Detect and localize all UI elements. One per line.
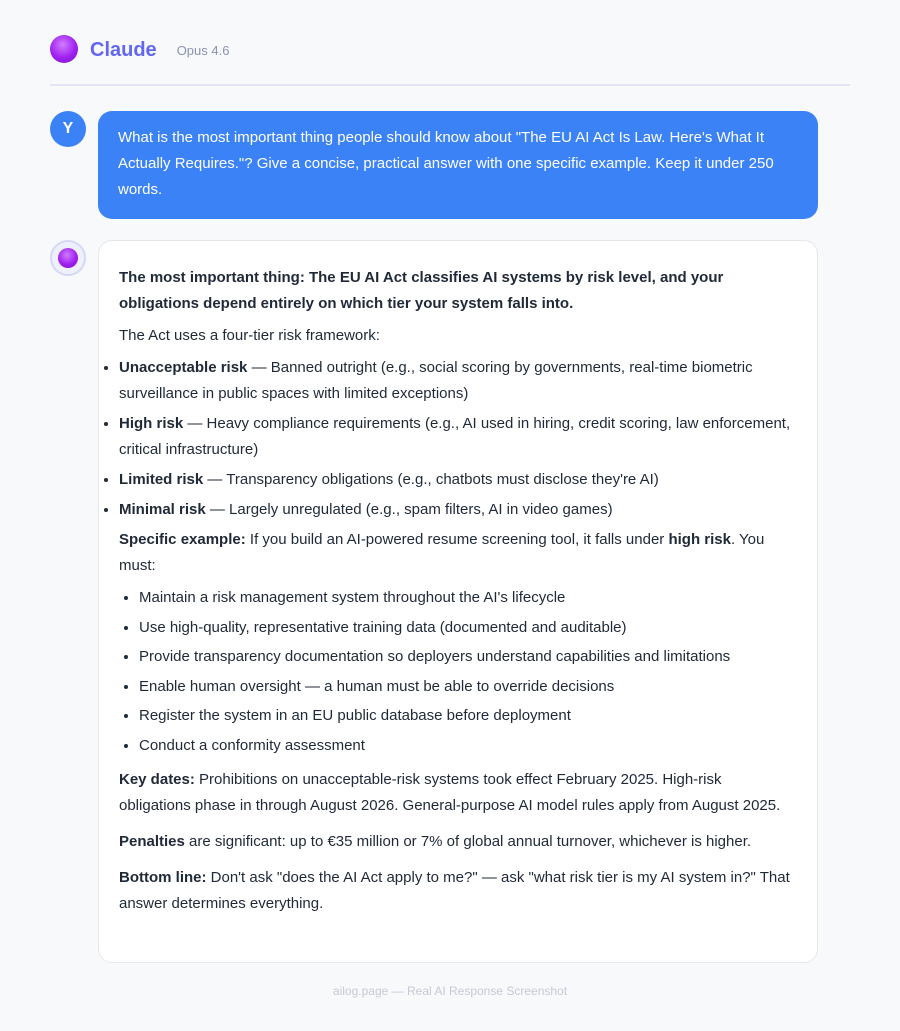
list-item: • Enable human oversight — a human must be able to override decisions [139,674,797,700]
list-item [119,411,797,463]
list-item [119,497,797,523]
intro: The most important thing: The EU AI Act classifies AI systems by risk level, and your obligations depend entirely on which tier your system falls into. [119,269,724,312]
tier-name: Limited risk [119,471,204,488]
tier-name: Unacceptable risk [119,359,248,376]
requirements-list [119,585,797,759]
assistant-message [98,240,818,963]
penalties-text: are significant: up to €35 million or 7% of global annual turnover, whichever is higher. [184,832,752,850]
list-item: • Maintain a risk management system throughout the AI's lifecycle [139,585,797,611]
list-item: • Register the system in an EU public database before deployment [139,703,797,729]
example-bold: high risk [668,531,731,548]
example-text: . You must: [119,531,765,574]
bottom-line-label: Bottom line: [119,868,207,886]
penalties-label: Penalties [119,832,185,850]
tier-desc: — Heavy compliance requirements (e.g., AI used in hiring, credit scoring, law enforcement, critical infrastructure) [119,415,791,458]
claude-orb-icon [58,248,78,268]
example-text: If you build an AI-powered resume screening tool, it falls under [245,531,669,548]
penalties-paragraph [119,829,797,855]
model-label: Opus 4.6 [176,43,230,58]
dates-paragraph [119,767,797,819]
example-label: Specific example: [119,531,246,548]
tier-name: High risk [119,415,184,432]
list-item [119,355,797,407]
assistant-avatar [50,240,86,276]
tier-list [119,355,797,523]
tier-desc: — Largely unregulated (e.g., spam filters, AI in video games) [205,501,613,518]
header [50,35,850,86]
dates-label: Key dates: [119,770,195,788]
bottom-line-paragraph [119,865,797,917]
brand-name: Claude [90,39,157,61]
claude-logo-icon [50,35,78,63]
example-paragraph [119,527,797,579]
bottom-line-text: Don't ask "does the AI Act apply to me?" — ask "what risk tier is my AI system in?" That answer determines everything. [119,868,790,912]
list-item: • Provide transparency documentation so deployers understand capabilities and limitations [139,644,797,670]
footer: ailog.page — Real AI Response Screenshot [332,984,568,998]
user-avatar: Y [50,111,86,147]
list-item: • Conduct a conformity assessment [139,733,797,759]
tier-desc: — Banned outright (e.g., social scoring by governments, real-time biometric surveillance in public spaces with limited exceptions) [119,359,753,402]
list-item: • Use high-quality, representative training data (documented and auditable) [139,615,797,641]
dates-text: Prohibitions on unacceptable-risk systems took effect February 2025. High-risk obligations phase in through August 2026. General-purpose AI model rules apply from August 2025. [119,770,781,814]
tier-desc: — Transparency obligations (e.g., chatbots must disclose they're AI) [203,471,659,488]
framework-text: The Act uses a four-tier risk framework: [119,327,380,344]
tier-name: Minimal risk [119,501,206,518]
list-item [119,467,797,493]
user-message: What is the most important thing people should know about "The EU AI Act Is Law. Here's What It Actually Requires."? Give a concise, practical answer with one specific example. Keep it under 250 words. [98,111,818,219]
